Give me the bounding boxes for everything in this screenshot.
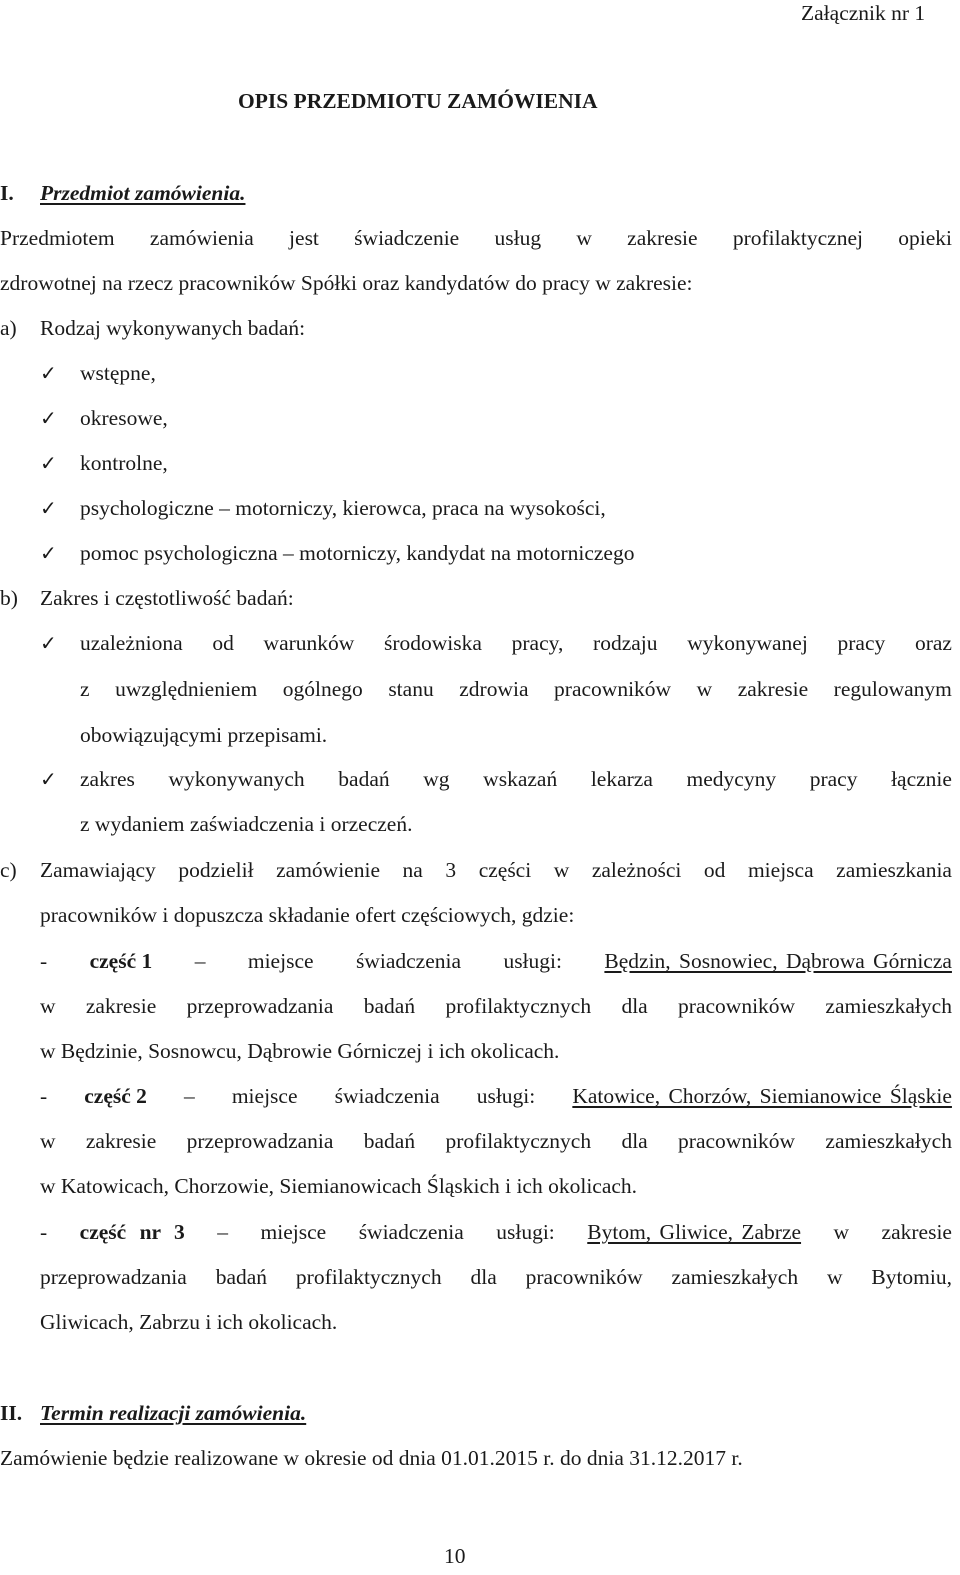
page-number: 10 [444, 1544, 466, 1568]
word: Przedmiotem [0, 226, 115, 250]
word: części [478, 858, 532, 882]
section-1-number: I. [0, 181, 14, 205]
list-a-label: Rodzaj wykonywanych badań: [40, 316, 306, 340]
word: zależności [591, 858, 682, 882]
word: w [576, 226, 592, 250]
part-3-line-1 [40, 1219, 952, 1245]
place-label-word: miejsce [260, 1220, 327, 1244]
section-2-number: II. [0, 1401, 23, 1425]
place-label-word: usługi: [476, 1084, 536, 1108]
part-2-line-1 [40, 1083, 952, 1109]
word: wg [423, 767, 450, 791]
checkmark-icon: ✓ [40, 496, 57, 520]
section-1-heading: Przedmiot zamówienia. [40, 181, 246, 205]
part-1-places: Będzin, Sosnowiec, Dąbrowa Górnicza [604, 949, 952, 973]
list-b-item-2-line-1 [80, 766, 952, 792]
word: pracy [837, 631, 886, 655]
list-a-item: psychologiczne – motorniczy, kierowca, praca na wysokości, [80, 496, 606, 520]
part-2-line-2 [40, 1128, 952, 1154]
word: rodzaju [593, 631, 658, 655]
list-b-item-1-line-3: obowiązującymi przepisami. [80, 723, 328, 747]
word: stanu [388, 677, 434, 701]
word: od [212, 631, 234, 655]
word: w [40, 1129, 56, 1153]
word: oraz [914, 631, 952, 655]
checkmark-icon: ✓ [40, 767, 57, 791]
part-dash: - [40, 1220, 48, 1244]
attachment-label: Załącznik nr 1 [801, 1, 926, 25]
part-separator: – [184, 1084, 195, 1108]
section-2-heading: Termin realizacji zamówienia. [40, 1401, 307, 1425]
word: pracowników [678, 994, 796, 1018]
place-label-word: świadczenia [334, 1084, 440, 1108]
word: pracowników [678, 1129, 796, 1153]
word: opieki [898, 226, 952, 250]
word: lekarza [590, 767, 653, 791]
word: dla [621, 1129, 648, 1153]
word: zamieszkałych [671, 1265, 799, 1289]
word: zakresie [85, 1129, 157, 1153]
word: pracy [809, 767, 858, 791]
place-label-word: świadczenia [355, 949, 462, 973]
word: wykonywanych [168, 767, 305, 791]
intro-line-2: zdrowotnej na rzecz pracowników Spółki oraz kandydatów do pracy w zakresie: [0, 271, 693, 295]
word: zdrowia [459, 677, 529, 701]
part-3-after-word: zakresie [881, 1220, 952, 1244]
list-b-item-1-line-1 [80, 630, 952, 656]
word: profilaktycznych [445, 1129, 592, 1153]
list-a-item: kontrolne, [80, 451, 168, 475]
place-label-word: świadczenia [358, 1220, 464, 1244]
word: zakresie [627, 226, 698, 250]
word: zamieszkałych [825, 1129, 952, 1153]
part-3-places: Bytom, Gliwice, Zabrze [587, 1220, 802, 1244]
word: uzależniona [80, 631, 183, 655]
part-3-after-word: w [833, 1220, 850, 1244]
part-1-line-3: w Będzinie, Sosnowcu, Dąbrowie Górniczej i ich okolicach. [40, 1039, 560, 1063]
list-marker-a: a) [0, 316, 17, 340]
word: profilaktycznych [445, 994, 592, 1018]
checkmark-icon: ✓ [40, 361, 57, 385]
checkmark-icon: ✓ [40, 631, 57, 655]
place-label-word: miejsce [231, 1084, 298, 1108]
word: medycyny [686, 767, 777, 791]
word: zakresie [737, 677, 809, 701]
checkmark-icon: ✓ [40, 451, 57, 475]
word: pracowników [525, 1265, 643, 1289]
part-1-line-1 [40, 948, 952, 974]
list-marker-b: b) [0, 586, 18, 610]
list-a-item: wstępne, [80, 361, 156, 385]
word: jest [289, 226, 319, 250]
part-separator: – [194, 949, 206, 973]
list-b-label: Zakres i częstotliwość badań: [40, 586, 294, 610]
part-2-line-3: w Katowicach, Chorzowie, Siemianowicach Śląskich i ich okolicach. [40, 1174, 638, 1198]
word: regulowanym [833, 677, 952, 701]
list-c-line-2: pracowników i dopuszcza składanie ofert częściowych, gdzie: [40, 903, 575, 927]
list-marker-c: c) [0, 858, 17, 882]
part-3-line-3: Gliwicach, Zabrzu i ich okolicach. [40, 1310, 338, 1334]
word: zamieszkałych [825, 994, 952, 1018]
word: podzielił [178, 858, 254, 882]
section-2-text: Zamówienie będzie realizowane w okresie od dnia 01.01.2015 r. do dnia 31.12.2017 r. [0, 1446, 743, 1470]
word: pracy, [511, 631, 564, 655]
word: od [703, 858, 726, 882]
place-label-word: usługi: [496, 1220, 555, 1244]
word: łącznie [891, 767, 952, 791]
word: na [402, 858, 423, 882]
word: badań [215, 1265, 268, 1289]
word: badań [363, 1129, 416, 1153]
word: zakres [80, 767, 135, 791]
list-a-item: pomoc psychologiczna – motorniczy, kandydat na motorniczego [80, 541, 635, 565]
intro-line-1 [0, 225, 952, 251]
word: usług [494, 226, 542, 250]
part-1-name: część 1 [89, 949, 153, 973]
word: w [553, 858, 570, 882]
word: badań [363, 994, 416, 1018]
word: środowiska [384, 631, 482, 655]
part-separator: – [217, 1220, 229, 1244]
word: profilaktycznej [732, 226, 863, 250]
word: zakresie [85, 994, 157, 1018]
word: w [826, 1265, 843, 1289]
checkmark-icon: ✓ [40, 541, 57, 565]
word: w [40, 994, 56, 1018]
word: wykonywanej [687, 631, 808, 655]
document-title: OPIS PRZEDMIOTU ZAMÓWIENIA [238, 89, 598, 113]
word: przeprowadzania [186, 1129, 334, 1153]
word: ogólnego [282, 677, 363, 701]
word: świadczenie [354, 226, 460, 250]
part-1-line-2 [40, 993, 952, 1019]
part-dash: - [40, 1084, 48, 1108]
list-b-item-2-line-2: z wydaniem zaświadczenia i orzeczeń. [80, 812, 413, 836]
part-2-places: Katowice, Chorzów, Siemianowice Śląskie [572, 1084, 952, 1108]
part-3-name: część nr 3 [79, 1220, 185, 1244]
word: miejsca [747, 858, 814, 882]
word: Bytomiu, [871, 1265, 952, 1289]
word: profilaktycznych [295, 1265, 442, 1289]
word: Zamawiający [40, 858, 156, 882]
word: 3 [445, 858, 457, 882]
word: warunków [263, 631, 355, 655]
word: dla [470, 1265, 497, 1289]
list-b-item-1-line-2 [80, 676, 952, 702]
word: zamieszkania [836, 858, 952, 882]
word: zamówienie [276, 858, 380, 882]
place-label-word: usługi: [503, 949, 562, 973]
list-c-line-1 [40, 857, 952, 883]
part-dash: - [40, 949, 48, 973]
word: pracowników [554, 677, 672, 701]
word: z [80, 677, 90, 701]
word: wskazań [483, 767, 558, 791]
word: badań [338, 767, 390, 791]
part-2-name: część 2 [84, 1084, 147, 1108]
word: uwzględnieniem [115, 677, 258, 701]
checkmark-icon: ✓ [40, 406, 57, 430]
place-label-word: miejsce [247, 949, 314, 973]
word: zamówienia [149, 226, 254, 250]
word: przeprowadzania [186, 994, 334, 1018]
word: przeprowadzania [40, 1265, 187, 1289]
list-a-item: okresowe, [80, 406, 168, 430]
word: dla [621, 994, 648, 1018]
word: w [696, 677, 713, 701]
part-3-line-2 [40, 1264, 952, 1290]
